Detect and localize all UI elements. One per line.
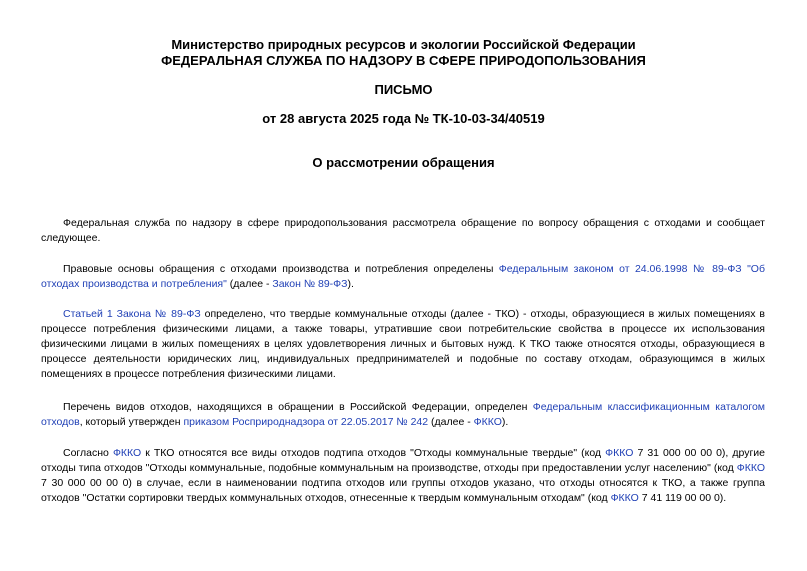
paragraph-text: 7 31 000 00 00 0), другие отходы типа отходов "Отходы коммунальные, подобные коммунальным на производстве, отходы при предоставлении услуг населению" (код (41, 447, 766, 474)
document-type: ПИСЬМО (374, 82, 433, 97)
paragraph-text: , который утвержден (79, 416, 184, 428)
ministry-name: Министерство природных ресурсов и экологии Российской Федерации (171, 37, 636, 52)
law-89fz-short-link[interactable]: Закон № 89-ФЗ (272, 278, 348, 290)
paragraph-text: (далее - (428, 416, 474, 428)
law-89fz-link[interactable]: Федеральным законом от 24.06.1998 № 89-ФЗ "Об отходах производства и потребления" (41, 263, 765, 290)
fkko-link[interactable]: ФККО (473, 416, 502, 428)
paragraph-2 (41, 262, 765, 292)
fkko-link[interactable]: ФККО (605, 447, 634, 459)
paragraph-text: (далее - (226, 278, 273, 290)
paragraph-text: Согласно (63, 447, 113, 459)
paragraph-text: Федеральная служба по надзору в сфере природопользования рассмотрела обращение по вопросу обращения с отходами и сообщает следующее. (41, 217, 765, 244)
paragraph-text: Перечень видов отходов, находящихся в обращении в Российской Федерации, определен (63, 401, 533, 413)
paragraph-text: к ТКО относятся все виды отходов подтипа отходов "Отходы коммунальные твердые" (код (141, 447, 606, 459)
paragraph-4 (41, 400, 765, 430)
service-name: ФЕДЕРАЛЬНАЯ СЛУЖБА ПО НАДЗОРУ В СФЕРЕ ПРИРОДОПОЛЬЗОВАНИЯ (161, 53, 646, 68)
fkko-link[interactable]: ФККО (112, 447, 142, 459)
paragraph-text: Правовые основы обращения с отходами производства и потребления определены (63, 263, 499, 275)
paragraph-1 (41, 216, 765, 246)
article-1-link[interactable]: Статьей 1 Закона № 89-ФЗ (63, 308, 201, 320)
paragraph-text: 7 41 119 00 00 0). (638, 492, 727, 504)
document-subject: О рассмотрении обращения (312, 155, 495, 170)
fkko-catalog-link[interactable]: Федеральным классификационным каталогом отходов (41, 401, 765, 428)
paragraph-text: ). (501, 416, 509, 428)
paragraph-text: 7 30 000 00 00 0) в случае, если в наименовании подтипа отходов или группы отходов указано, что отходы относятся к ТКО, а также группа отходов "Остатки сортировки твердых коммунальных отходов, отнесенные к твердым коммунальным отходам" (код (41, 477, 765, 504)
fkko-link[interactable]: ФККО (610, 492, 639, 504)
fkko-link[interactable]: ФККО (736, 462, 765, 474)
paragraph-3 (41, 307, 765, 382)
date-number: от 28 августа 2025 года № ТК-10-03-34/40519 (262, 111, 545, 126)
paragraph-5 (41, 446, 765, 506)
paragraph-text: ). (347, 278, 354, 290)
paragraph-text: определено, что твердые коммунальные отходы (далее - ТКО) - отходы, образующиеся в жилых помещениях в процессе потребления физическими лицами, а также товары, утратившие свои потребительские свойства в процессе их использования физическими лицами в жилых помещениях в целях удовлетворения личных и бытовых нужд. К ТКО также относятся отходы, образующиеся в процессе деятельности юридических лиц, индивидуальных предпринимателей и подобные по составу отходам, образующимся в жилых помещениях в процессе потребления физическими лицами. (41, 308, 765, 380)
order-242-link[interactable]: приказом Росприроднадзора от 22.05.2017 № 242 (183, 416, 429, 428)
